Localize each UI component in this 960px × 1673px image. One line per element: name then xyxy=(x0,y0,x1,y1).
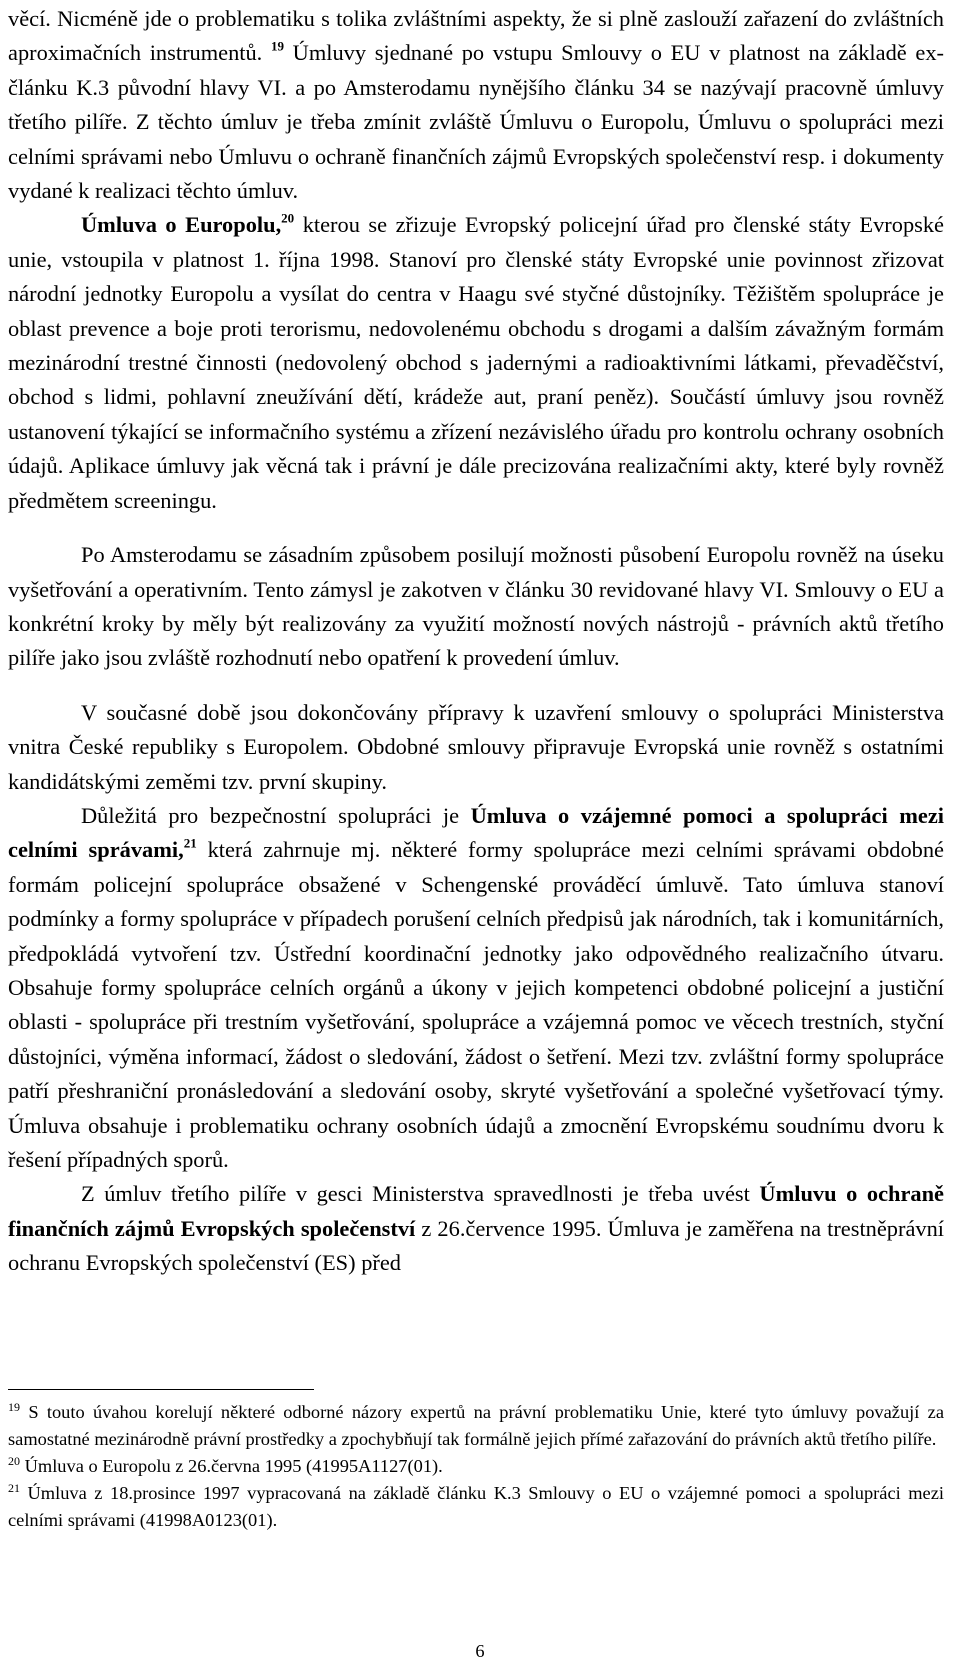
footnote-number: 21 xyxy=(8,1480,20,1495)
customs-convention-heading: Úmluva o vzájemné pomoci a spolupráci mezi celními správami, xyxy=(8,802,944,863)
footnote-ref-21: 21 xyxy=(183,835,197,851)
paragraph-6-text-a: Z úmluv třetího pilíře v gesci Ministerstva spravedlnosti je třeba uvést xyxy=(81,1181,750,1207)
footnote-21 xyxy=(8,1480,944,1534)
footnote-number: 19 xyxy=(8,1399,20,1414)
footnote-20 xyxy=(8,1453,944,1480)
footnote-ref-20: 20 xyxy=(281,210,295,226)
europol-convention-heading: Úmluva o Europolu, xyxy=(81,212,282,238)
footnote-text: Úmluva z 18.prosince 1997 vypracovaná na základě článku K.3 Smlouvy o EU o vzájemné pomoci a spolupráci mezi celními správami (41998A0123(01). xyxy=(8,1483,944,1530)
paragraph-6-text-b: z 26.července 1995. Úmluva je zaměřena na trestněprávní ochranu Evropských společenství (ES) před xyxy=(8,1215,944,1276)
paragraph-1-text-b: Úmluvy sjednané po vstupu Smlouvy o EU v platnost na základě ex-článku K.3 původní hlavy VI. a po Amsterodamu nynějšího článku 34 se nazývají pracovně úmluvy třetího pilíře. Z těchto úmluv je třeba zmínit zvláště Úmluvu o Europolu, Úmluvu o spolupráci mezi celními správami nebo Úmluvu o ochraně finančních zájmů Evropských společenství resp. i dokumenty vydané k realizaci těchto úmluv. xyxy=(8,40,944,204)
footnote-separator xyxy=(8,1389,314,1390)
paragraph-5 xyxy=(8,799,944,1177)
footnote-text: Úmluva o Europolu z 26.června 1995 (41995A1127(01). xyxy=(24,1456,443,1476)
paragraph-4: V současné době jsou dokončovány přípravy k uzavření smlouvy o spolupráci Ministerstva vnitra České republiky s Europolem. Obdobné smlouvy připravuje Evropská unie rovněž s ostatními kandidátskými zeměmi tzv. první skupiny. xyxy=(8,699,944,794)
footnote-text: S touto úvahou korelují některé odborné názory expertů na právní problematiku Unie, které tyto úmluvy považují za samostatné mezinárodně právní prostředky a zpochybňují tak formálně jejich přímé zařazování do právních aktů třetího pilíře. xyxy=(8,1402,944,1449)
page-number: 6 xyxy=(475,1641,485,1661)
paragraph-5-text-a: Důležitá pro bezpečnostní spolupráci je xyxy=(81,802,460,828)
footnotes xyxy=(8,1399,944,1534)
paragraph-2-text: kterou se zřizuje Evropský policejní úřad pro členské státy Evropské unie, vstoupila v platnost 1. října 1998. Stanoví pro členské státy Evropské unie povinnost zřizovat národní jednotky Europolu a vysílat do centra v Haagu své styčné důstojníky. Těžištěm spolupráce je oblast prevence a boje proti terorismu, nedovolenému obchodu s drogami a dalším závažným formám mezinárodní trestné činnosti (nedovolený obchod s jadernými a radioaktivními látkami, převaděčství, obchod s lidmi, pohlavní zneužívání dětí, krádeže aut, praní peněz). Součástí úmluvy jsou rovněž ustanovení týkající se informačního systému a zřízení nezávislého úřadu pro kontrolu ochrany osobních údajů. Aplikace úmluvy jak věcná tak i právní je dále precizována realizačními akty, které byly rovněž předmětem screeningu. xyxy=(8,212,944,513)
footnote-ref-19: 19 xyxy=(270,38,284,54)
footnote-19 xyxy=(8,1399,944,1453)
paragraph-3: Po Amsterodamu se zásadním způsobem posilují možnosti působení Europolu rovněž na úseku vyšetřování a operativním. Tento zámysl je zakotven v článku 30 revidované hlavy VI. Smlouvy o EU a konkrétní kroky by měly být realizovány za využití možností nových nástrojů - právních aktů třetího pilíře jako jsou zvláště rozhodnutí nebo opatření k provedení úmluv. xyxy=(8,542,944,671)
paragraph-2 xyxy=(8,208,944,518)
paragraph-1 xyxy=(8,2,944,208)
paragraph-6 xyxy=(8,1177,944,1280)
footnote-number: 20 xyxy=(8,1453,20,1468)
paragraph-1-text-a: věcí. Nicméně jde o problematiku s tolika zvláštními aspekty, že si plně zaslouží zařazení do zvláštních aproximačních instrumentů. xyxy=(8,6,944,66)
body-text xyxy=(8,2,944,1281)
paragraph-5-text-b: která zahrnuje mj. některé formy spolupráce mezi celními správami obdobné formám policejní spolupráce obsažené v Schengenské prováděcí úmluvě. Tato úmluva stanoví podmínky a formy spolupráce v případech porušení celních předpisů jak národních, tak i komunitárních, předpokládá vytvoření tzv. Ústřední koordinační jednotky jako odpovědného realizačního útvaru. Obsahuje formy spolupráce celních orgánů a úkony v jejich kompetenci obdobné policejní a justiční oblasti - spolupráce při trestním vyšetřování, spolupráce a vzájemná pomoc ve věcech trestních, styční důstojníci, výměna informací, žádost o sledování, žádost o šetření. Mezi tzv. zvláštní formy spolupráce patří přeshraniční pronásledování a sledování osoby, skryté vyšetřování a společné vyšetřovací týmy. Úmluva obsahuje i problematiku ochrany osobních údajů a zmocnění Evropskému soudnímu dvoru k řešení případných sporů. xyxy=(8,837,944,1172)
financial-interests-convention-heading: Úmluvu o ochraně finančních zájmů Evropských společenství xyxy=(8,1181,944,1241)
